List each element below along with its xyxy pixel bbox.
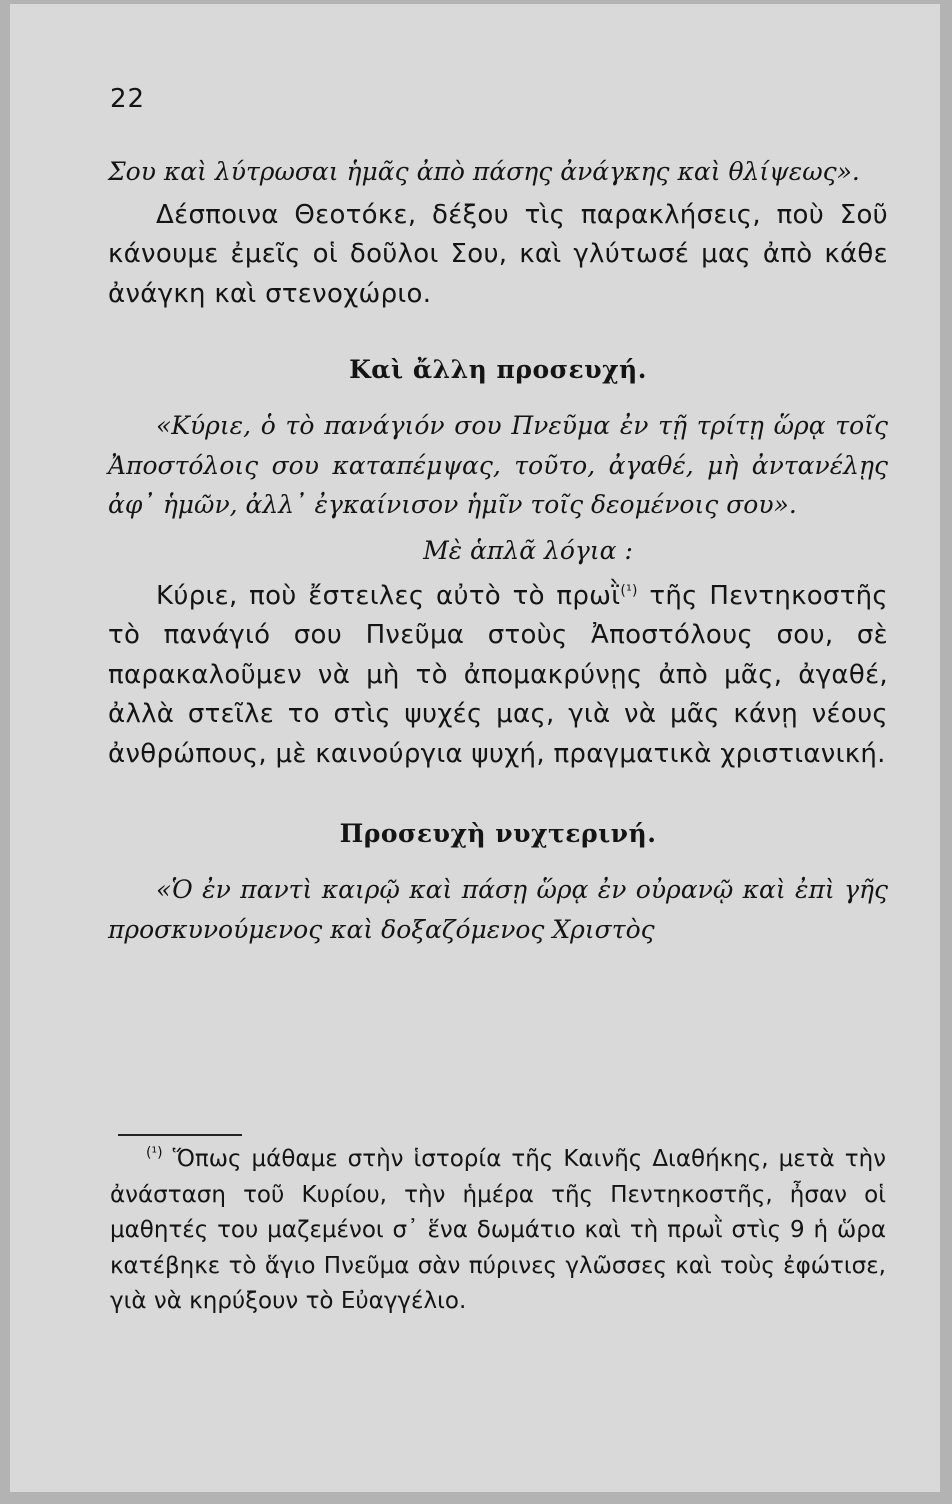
- footnote-text: Ὅπως μάθαμε στὴν ἱστορία τῆς Καινῆς Διαθήκης, μετὰ τὴν ἀνάσταση τοῦ Κυρίου, τὴν ἡμέρα τῆς Πεντηκοστῆς, ἦσαν οἱ μαθητές του μαζεμένοι σ᾽ ἕνα δωμάτιο καὶ τὴ πρωῒ στὶς 9 ἡ ὥρα κατέβηκε τὸ ἅγιο Πνεῦμα σὰν πύρινες γλῶσσες καὶ τοὺς ἐφώτισε, γιὰ νὰ κηρύξουν τὸ Εὐαγγέλιο.: [110, 1146, 886, 1314]
- page-number: 22: [110, 84, 146, 114]
- book-page: [10, 4, 940, 1492]
- prayer-text: «Κύριε, ὁ τὸ πανάγιόν σου Πνεῦμα ἐν τῇ τρίτῃ ὥρᾳ τοῖς Ἀποστόλοις σου καταπέμψας, τοῦτο, ἀγαθέ, μὴ ἀντανέλῃς ἀφ᾽ ἡμῶν, ἀλλ᾽ ἐγκαίνισον ἡμῖν τοῖς δεομένοις σου».: [108, 411, 888, 519]
- section-heading-night-prayer: Προσευχὴ νυχτερινή.: [339, 819, 657, 848]
- simple-words-subheading: Μὲ ἁπλᾶ λόγια :: [423, 535, 633, 565]
- simple-words-paragraph: [108, 577, 888, 775]
- footnote-divider: [118, 1134, 242, 1136]
- footnote: [110, 1142, 886, 1320]
- night-prayer-text: «Ὁ ἐν παντὶ καιρῷ καὶ πάσῃ ὥρᾳ ἐν οὐρανῷ καὶ ἐπὶ γῆς προσκυνούμενος καὶ δοξαζόμενος Χριστὸς: [108, 875, 888, 944]
- section-heading-another-prayer: Καὶ ἄλλη προσευχή.: [349, 355, 647, 384]
- footnote-mark: (¹): [146, 1145, 163, 1161]
- paraphrase-paragraph: Δέσποινα Θεοτόκε, δέξου τὶς παρακλήσεις, ποὺ Σοῦ κάνουμε ἐμεῖς οἱ δοῦλοι Σου, καὶ γλύτωσέ μας ἀπὸ κάθε ἀνάγκη καὶ στενοχώριο.: [108, 199, 888, 309]
- paragraph-text-end: τῆς Πεντηκοστῆς τὸ πανάγιό σου Πνεῦμα στοὺς Ἀποστόλους σου, σὲ παρακαλοῦμεν νὰ μὴ τὸ ἀπομακρύνῃς ἀπὸ μᾶς, ἀγαθέ, ἀλλὰ στεῖλε το στὶς ψυχές μας, γιὰ νὰ μᾶς κάνῃ νέους ἀνθρώπους, μὲ καινούργια ψυχή, πραγματικὰ χριστιανική.: [108, 580, 888, 769]
- page-body: [108, 152, 888, 949]
- prayer-ending: Σου καὶ λύτρωσαι ἡμᾶς ἀπὸ πάσης ἀνάγκης καὶ θλίψεως».: [108, 157, 860, 186]
- paragraph-text-start: Κύριε, ποὺ ἔστειλες αὐτὸ τὸ πρωῒ: [156, 580, 621, 611]
- footnote-reference: (¹): [620, 582, 638, 599]
